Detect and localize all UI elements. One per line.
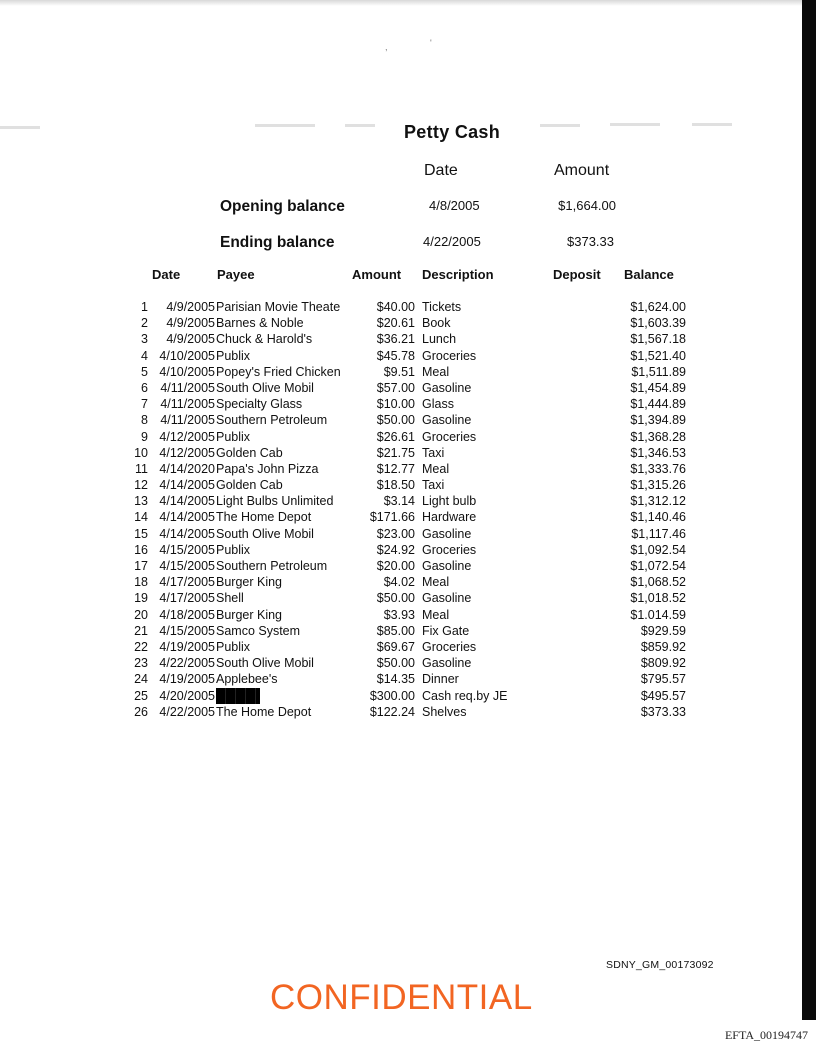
- row-date: 4/20/2005: [159, 688, 215, 703]
- row-date: 4/9/2005: [166, 332, 215, 347]
- scan-smudge: [0, 126, 40, 129]
- table-row: [130, 655, 690, 671]
- table-row: [130, 364, 690, 380]
- row-date: 4/19/2005: [159, 672, 215, 687]
- row-payee: Burger King: [216, 575, 283, 590]
- table-row: [130, 461, 690, 477]
- row-balance: $1,140.46: [630, 510, 686, 525]
- row-date: 4/14/2005: [159, 526, 215, 541]
- row-payee: Publix: [216, 542, 251, 557]
- table-row: [130, 671, 690, 687]
- row-balance: $1,394.89: [630, 413, 686, 428]
- scan-speck: ': [430, 38, 432, 48]
- ending-balance-label: Ending balance: [220, 234, 335, 251]
- row-amount: $122.24: [369, 704, 415, 719]
- row-balance: $1,315.26: [630, 478, 686, 493]
- table-row: [130, 348, 690, 364]
- row-description: Meal: [422, 607, 450, 622]
- table-row: [130, 607, 690, 623]
- row-date: 4/12/2005: [159, 445, 215, 460]
- row-payee: Burger King: [216, 607, 283, 622]
- row-date: 4/9/2005: [166, 300, 215, 314]
- efta-number: EFTA_00194747: [724, 1028, 808, 1042]
- table-row: [130, 380, 690, 396]
- row-amount: $50.00: [376, 656, 415, 671]
- row-date: 4/14/2005: [159, 478, 215, 493]
- row-description: Meal: [422, 461, 450, 476]
- row-date: 4/11/2005: [160, 397, 215, 412]
- row-amount: $3.93: [383, 607, 415, 622]
- row-balance: $859.92: [640, 639, 686, 654]
- row-balance: $1,346.53: [630, 445, 686, 460]
- scan-smudge: [255, 124, 315, 127]
- row-date: 4/14/2005: [159, 510, 215, 525]
- row-date: 4/15/2005: [159, 559, 215, 573]
- row-balance: $1,624.00: [630, 300, 686, 314]
- row-number: 11: [135, 461, 148, 476]
- ending-balance-date: 4/22/2005: [423, 234, 481, 249]
- row-description: Groceries: [422, 639, 477, 654]
- scan-smudge: [345, 124, 375, 127]
- row-number: 18: [134, 575, 148, 590]
- row-balance: $795.57: [640, 672, 686, 687]
- row-date: 4/14/2020: [159, 461, 215, 476]
- row-date: 4/12/2005: [159, 429, 215, 444]
- row-balance: $1,567.18: [630, 332, 686, 347]
- row-description: Groceries: [422, 429, 477, 444]
- row-payee: Specialty Glass: [216, 397, 303, 412]
- row-number: 6: [141, 380, 148, 395]
- row-date: 4/14/2005: [159, 494, 215, 509]
- row-description: Dinner: [422, 672, 459, 687]
- row-amount: $24.92: [376, 542, 415, 557]
- row-balance: $495.57: [640, 688, 686, 703]
- table-row: [130, 574, 690, 590]
- column-header-description: Description: [422, 267, 494, 282]
- table-row: [130, 590, 690, 606]
- row-amount: $4.02: [383, 575, 415, 590]
- table-row: [130, 299, 690, 315]
- row-number: 19: [134, 591, 148, 606]
- column-header-balance: Balance: [624, 267, 674, 282]
- summary-amount-header: Amount: [554, 162, 610, 179]
- row-balance: $1,117.46: [631, 526, 686, 541]
- row-payee: South Olive Mobil: [216, 380, 314, 395]
- row-number: 2: [141, 316, 148, 331]
- row-payee-redacted: [216, 688, 260, 704]
- row-amount: $9.51: [383, 364, 415, 379]
- row-amount: $14.35: [376, 672, 415, 687]
- row-balance: $1,454.89: [630, 380, 686, 395]
- row-number: 10: [134, 445, 148, 460]
- row-date: 4/17/2005: [159, 575, 215, 590]
- table-row: [130, 558, 690, 574]
- row-payee: Publix: [216, 429, 251, 444]
- row-description: Hardware: [422, 510, 477, 525]
- table-row: [130, 331, 690, 347]
- row-amount: $50.00: [376, 591, 415, 606]
- row-description: Tickets: [422, 300, 462, 314]
- row-number: 21: [134, 623, 148, 638]
- row-balance: $929.59: [640, 623, 686, 638]
- row-number: 12: [134, 478, 148, 493]
- table-row: [130, 623, 690, 639]
- row-amount: $57.00: [376, 380, 415, 395]
- row-description: Groceries: [422, 542, 477, 557]
- row-amount: $20.61: [376, 316, 415, 331]
- row-description: Taxi: [422, 445, 445, 460]
- row-description: Gasoline: [422, 413, 472, 428]
- row-balance: $1,603.39: [630, 316, 686, 331]
- row-balance: $373.33: [640, 704, 686, 719]
- row-description: Fix Gate: [422, 623, 470, 638]
- opening-balance-date: 4/8/2005: [429, 198, 480, 213]
- row-amount: $23.00: [376, 526, 415, 541]
- row-payee: Shell: [216, 591, 244, 606]
- row-date: 4/18/2005: [159, 607, 215, 622]
- scan-smudge: [692, 123, 732, 126]
- row-number: 3: [141, 332, 148, 347]
- row-amount: $171.66: [369, 510, 415, 525]
- row-amount: $85.00: [376, 623, 415, 638]
- row-balance: $809.92: [640, 656, 686, 671]
- row-amount: $40.00: [376, 300, 415, 314]
- row-amount: $45.78: [376, 348, 415, 363]
- row-payee: Golden Cab: [216, 478, 283, 493]
- row-payee: Publix: [216, 348, 251, 363]
- row-description: Gasoline: [422, 380, 472, 395]
- row-amount: $20.00: [376, 559, 415, 573]
- row-date: 4/22/2005: [159, 656, 215, 671]
- row-balance: $1,368.28: [630, 429, 686, 444]
- row-description: Gasoline: [422, 559, 472, 573]
- scan-speck: ,: [385, 42, 388, 52]
- row-number: 26: [134, 704, 148, 719]
- row-number: 9: [141, 429, 148, 444]
- row-description: Gasoline: [422, 526, 472, 541]
- table-row: [130, 429, 690, 445]
- row-description: Glass: [422, 397, 454, 412]
- row-amount: $21.75: [376, 445, 415, 460]
- table-row: [130, 493, 690, 509]
- row-description: Taxi: [422, 478, 445, 493]
- table-row: [130, 509, 690, 525]
- table-row: [130, 688, 690, 704]
- redaction-block: [216, 688, 260, 704]
- row-number: 1: [141, 300, 148, 314]
- row-number: 8: [141, 413, 148, 428]
- row-payee: Parisian Movie Theate: [216, 300, 341, 314]
- row-number: 5: [141, 364, 148, 379]
- row-date: 4/10/2005: [159, 364, 215, 379]
- page-title: Petty Cash: [404, 122, 501, 142]
- row-number: 25: [134, 688, 148, 703]
- table-row: [130, 542, 690, 558]
- row-payee: The Home Depot: [216, 704, 312, 719]
- row-balance: $1,511.89: [631, 364, 686, 379]
- column-header-deposit: Deposit: [553, 267, 601, 282]
- row-description: Light bulb: [422, 494, 477, 509]
- row-payee: Publix: [216, 639, 251, 654]
- row-payee: South Olive Mobil: [216, 526, 314, 541]
- row-payee: Southern Petroleum: [216, 559, 328, 573]
- row-date: 4/22/2005: [159, 704, 215, 719]
- row-date: 4/15/2005: [159, 623, 215, 638]
- row-balance: $1,072.54: [630, 559, 686, 573]
- row-number: 15: [134, 526, 148, 541]
- row-description: Cash req.by JE: [422, 688, 508, 703]
- ledger-table: [130, 299, 690, 720]
- row-payee: Applebee's: [216, 672, 278, 687]
- row-number: 17: [134, 559, 148, 573]
- column-header-payee: Payee: [217, 267, 255, 282]
- row-description: Meal: [422, 575, 450, 590]
- row-number: 13: [134, 494, 148, 509]
- row-number: 20: [134, 607, 148, 622]
- row-payee: Chuck & Harold's: [216, 332, 313, 347]
- table-row: [130, 412, 690, 428]
- row-number: 14: [134, 510, 148, 525]
- row-number: 4: [141, 348, 148, 363]
- row-description: Gasoline: [422, 656, 472, 671]
- bates-number: SDNY_GM_00173092: [606, 959, 714, 971]
- row-payee: Golden Cab: [216, 445, 283, 460]
- row-number: 7: [141, 397, 148, 412]
- row-description: Lunch: [422, 332, 457, 347]
- scan-top-shadow: [0, 0, 802, 6]
- table-row: [130, 526, 690, 542]
- row-description: Shelves: [422, 704, 467, 719]
- row-description: Groceries: [422, 348, 477, 363]
- row-payee: The Home Depot: [216, 510, 312, 525]
- row-amount: $69.67: [376, 639, 415, 654]
- row-payee: Popey's Fried Chicken: [216, 364, 341, 379]
- table-row: [130, 396, 690, 412]
- row-number: 22: [134, 639, 148, 654]
- opening-balance-amount: $1,664.00: [558, 198, 616, 213]
- row-date: 4/17/2005: [159, 591, 215, 606]
- row-balance: $1,312.12: [630, 494, 686, 509]
- row-date: 4/10/2005: [159, 348, 215, 363]
- table-row: [130, 704, 690, 720]
- row-balance: $1,068.52: [630, 575, 686, 590]
- scan-smudge: [610, 123, 660, 126]
- scan-smudge: [540, 124, 580, 127]
- row-balance: $1,018.52: [630, 591, 686, 606]
- row-payee: Barnes & Noble: [216, 316, 304, 331]
- opening-balance-label: Opening balance: [220, 198, 345, 215]
- row-description: Book: [422, 316, 451, 331]
- table-row: [130, 477, 690, 493]
- row-date: 4/9/2005: [166, 316, 215, 331]
- summary-date-header: Date: [424, 162, 458, 179]
- row-number: 23: [134, 656, 148, 671]
- scan-black-edge: [802, 0, 816, 1020]
- row-payee: Light Bulbs Unlimited: [216, 494, 334, 509]
- row-date: 4/11/2005: [160, 413, 215, 428]
- row-amount: $18.50: [376, 478, 415, 493]
- row-payee: Papa's John Pizza: [216, 461, 319, 476]
- row-payee: South Olive Mobil: [216, 656, 314, 671]
- row-number: 24: [134, 672, 148, 687]
- table-row: [130, 639, 690, 655]
- row-payee: Samco System: [216, 623, 301, 638]
- row-number: 16: [134, 542, 148, 557]
- ending-balance-amount: $373.33: [567, 234, 614, 249]
- row-payee: Southern Petroleum: [216, 413, 328, 428]
- row-amount: $26.61: [376, 429, 415, 444]
- row-balance: $1,521.40: [630, 348, 686, 363]
- row-amount: $3.14: [383, 494, 415, 509]
- row-date: 4/19/2005: [159, 639, 215, 654]
- row-date: 4/11/2005: [160, 380, 215, 395]
- row-balance: $1.014.59: [630, 607, 686, 622]
- row-amount: $12.77: [376, 461, 415, 476]
- table-row: [130, 315, 690, 331]
- row-amount: $50.00: [376, 413, 415, 428]
- row-date: 4/15/2005: [159, 542, 215, 557]
- row-amount: $36.21: [376, 332, 415, 347]
- row-balance: $1,444.89: [630, 397, 686, 412]
- column-header-date: Date: [152, 267, 181, 282]
- row-balance: $1,333.76: [630, 461, 686, 476]
- row-amount: $300.00: [369, 688, 415, 703]
- confidential-stamp: CONFIDENTIAL: [270, 978, 533, 1017]
- column-header-amount: Amount: [352, 267, 402, 282]
- row-description: Meal: [422, 364, 450, 379]
- row-balance: $1,092.54: [630, 542, 686, 557]
- row-description: Gasoline: [422, 591, 472, 606]
- row-amount: $10.00: [376, 397, 415, 412]
- table-row: [130, 445, 690, 461]
